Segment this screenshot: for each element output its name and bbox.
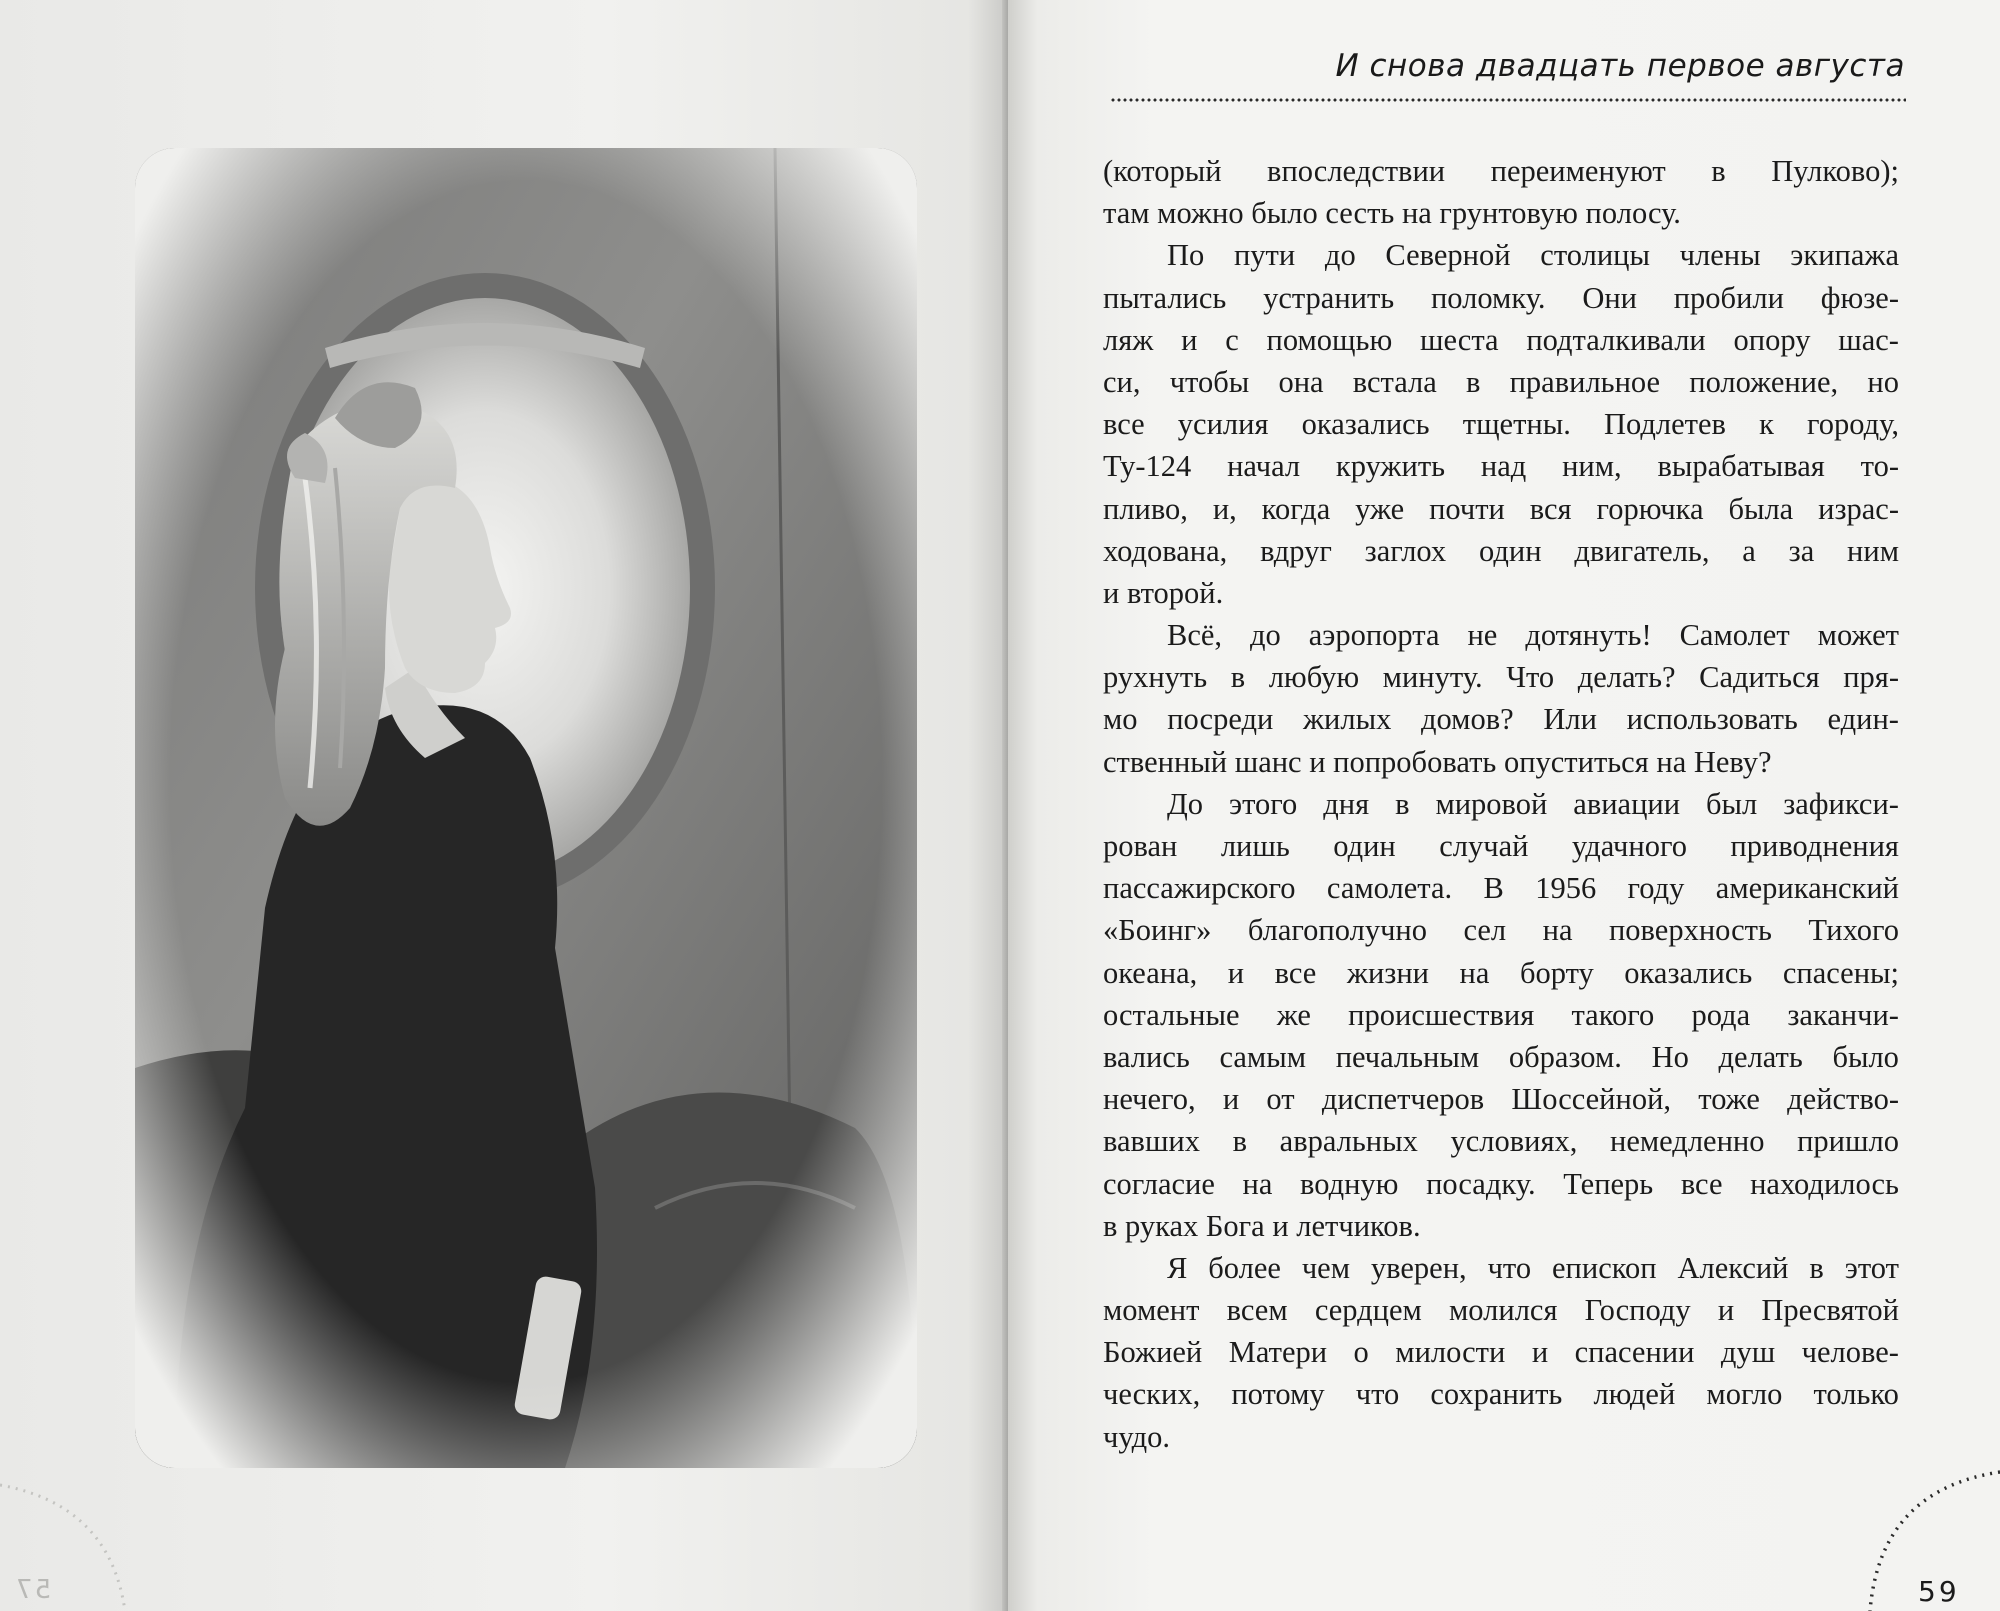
word: только xyxy=(1813,1377,1899,1412)
text-line xyxy=(1103,1373,1899,1415)
word: более xyxy=(1208,1250,1281,1285)
word: авральных xyxy=(1279,1124,1418,1159)
word: ческих, xyxy=(1103,1377,1201,1412)
word: рода xyxy=(1691,997,1751,1032)
word: израс- xyxy=(1818,491,1899,526)
word: вырабатывая xyxy=(1657,449,1825,484)
word: переименуют xyxy=(1490,154,1666,188)
word: пливо, xyxy=(1103,491,1188,526)
word: в xyxy=(1466,364,1481,399)
word: экипажа xyxy=(1790,238,1899,273)
word: посадку. xyxy=(1426,1166,1536,1201)
word: челове- xyxy=(1801,1335,1899,1370)
word: людей xyxy=(1593,1377,1676,1412)
word: рован xyxy=(1103,829,1178,863)
word: году xyxy=(1627,871,1685,906)
word: в xyxy=(1809,1250,1824,1285)
text-line xyxy=(1103,1247,1899,1289)
word: один xyxy=(1478,533,1542,568)
word: было xyxy=(1832,1039,1899,1074)
word: до xyxy=(1250,618,1281,653)
text-line xyxy=(1103,994,1899,1036)
text-line: ственный шанс и попробовать опуститься на Неву? xyxy=(1103,744,1772,779)
word: от xyxy=(1266,1082,1295,1117)
word: уже xyxy=(1355,491,1405,526)
dotted-rule xyxy=(1110,98,1906,102)
word: устранить xyxy=(1263,280,1395,315)
word: тоже xyxy=(1698,1082,1760,1117)
word: Всё, xyxy=(1167,618,1223,653)
word: столицы xyxy=(1540,238,1650,273)
word: что xyxy=(1355,1377,1400,1412)
word: Божией xyxy=(1103,1335,1203,1370)
word: в xyxy=(1395,786,1410,821)
word: условиях, xyxy=(1450,1124,1578,1159)
word: была xyxy=(1728,491,1794,526)
word: жизни xyxy=(1346,955,1429,990)
word: Садиться xyxy=(1699,660,1820,695)
word: вдруг xyxy=(1260,533,1332,568)
word: этого xyxy=(1229,786,1298,821)
word: что xyxy=(1487,1250,1532,1285)
word: диспетчеров xyxy=(1321,1082,1485,1117)
text-line xyxy=(1103,319,1899,361)
word: домов? xyxy=(1421,702,1514,737)
word: за xyxy=(1788,533,1815,568)
word: такого xyxy=(1571,997,1655,1032)
word: находилось xyxy=(1750,1166,1899,1201)
word: вся xyxy=(1529,491,1572,526)
word: си, xyxy=(1103,364,1141,399)
word: члены xyxy=(1679,238,1761,273)
word: американский xyxy=(1715,871,1899,906)
word: когда xyxy=(1261,491,1331,526)
text-line xyxy=(1103,825,1899,867)
word: минуту. xyxy=(1382,660,1483,695)
word: шеста xyxy=(1420,322,1499,357)
word: на xyxy=(1242,1166,1273,1201)
word: удачного xyxy=(1571,829,1687,863)
word: Пулково); xyxy=(1771,154,1899,188)
word: до xyxy=(1324,238,1356,273)
word: епископ xyxy=(1552,1250,1657,1285)
word: зафикси- xyxy=(1783,786,1899,821)
word: в xyxy=(1232,1124,1248,1159)
word: спасены; xyxy=(1782,955,1899,990)
word: один xyxy=(1333,829,1396,863)
word: подталкивали xyxy=(1526,322,1706,357)
word: Теперь xyxy=(1563,1166,1654,1201)
word: душ xyxy=(1720,1335,1776,1370)
word: пря- xyxy=(1843,660,1899,695)
word: чтобы xyxy=(1169,364,1250,399)
word: океана, xyxy=(1103,955,1198,990)
word: впоследствии xyxy=(1267,154,1446,188)
word: кружить xyxy=(1335,449,1446,484)
word: «Боинг» xyxy=(1103,913,1212,948)
word: мо xyxy=(1103,702,1138,737)
word: лишь xyxy=(1220,829,1290,863)
text-line xyxy=(1103,867,1899,909)
text-line xyxy=(1103,150,1899,192)
word: этот xyxy=(1844,1250,1899,1285)
word: (который xyxy=(1103,154,1222,188)
word: встала xyxy=(1352,364,1437,399)
text-line xyxy=(1103,698,1899,740)
text-line xyxy=(1103,277,1899,319)
word: тщетны. xyxy=(1462,407,1571,442)
word: Они xyxy=(1582,280,1637,315)
word: борту xyxy=(1519,955,1594,990)
text-line xyxy=(1103,403,1899,445)
word: Но xyxy=(1651,1039,1689,1074)
word: делать? xyxy=(1577,660,1676,695)
text-line xyxy=(1103,952,1899,994)
word: и, xyxy=(1212,491,1237,526)
word: ним, xyxy=(1562,449,1622,484)
word: а xyxy=(1742,533,1756,568)
text-line: чудо. xyxy=(1103,1419,1171,1454)
word: не xyxy=(1467,618,1498,653)
word: Алексий xyxy=(1677,1250,1789,1285)
word: дотянуть! xyxy=(1525,618,1652,653)
word: сохранить xyxy=(1430,1377,1563,1412)
word: самым xyxy=(1219,1039,1307,1074)
word: всем xyxy=(1226,1293,1288,1328)
text-line xyxy=(1103,1289,1899,1331)
text-line xyxy=(1103,1331,1899,1373)
word: заглох xyxy=(1364,533,1447,568)
word: чем xyxy=(1301,1250,1351,1285)
word: был xyxy=(1706,786,1758,821)
word: пытались xyxy=(1103,280,1227,315)
word: ляж xyxy=(1103,322,1154,357)
word: вались xyxy=(1103,1039,1190,1074)
word: водную xyxy=(1300,1166,1399,1201)
word: может xyxy=(1817,618,1899,653)
word: шас- xyxy=(1838,322,1899,357)
text-line xyxy=(1103,530,1899,572)
word: аэропорта xyxy=(1308,618,1440,653)
word: она xyxy=(1278,364,1324,399)
word: и xyxy=(1717,1293,1735,1328)
text-line xyxy=(1103,361,1899,403)
text-line xyxy=(1103,783,1899,825)
word: Или xyxy=(1543,702,1597,737)
text-line xyxy=(1103,656,1899,698)
word: любую xyxy=(1268,660,1360,695)
word: жилых xyxy=(1302,702,1392,737)
word: нечего, xyxy=(1103,1082,1196,1117)
word: ним xyxy=(1847,533,1899,568)
word: посреди xyxy=(1167,702,1274,737)
word: остальные xyxy=(1103,997,1240,1032)
word: оказались xyxy=(1624,955,1753,990)
word: на xyxy=(1459,955,1490,990)
word: рухнуть xyxy=(1103,660,1208,695)
word: Я xyxy=(1167,1250,1188,1285)
word: самолета. xyxy=(1326,871,1453,906)
word: то- xyxy=(1860,449,1899,484)
word: сел xyxy=(1463,913,1507,948)
word: потому xyxy=(1231,1377,1325,1412)
word: почти xyxy=(1429,491,1505,526)
word: уверен, xyxy=(1370,1250,1467,1285)
word: опору xyxy=(1733,322,1811,357)
word: помощью xyxy=(1266,322,1393,357)
word: поверхность xyxy=(1608,913,1772,948)
word: и xyxy=(1227,955,1245,990)
text-line: в руках Бога и летчиков. xyxy=(1103,1208,1421,1243)
word: использовать xyxy=(1626,702,1798,737)
word: правильное xyxy=(1509,364,1661,399)
word: фюзе- xyxy=(1820,280,1899,315)
word: усилия xyxy=(1177,407,1269,442)
word: Господу xyxy=(1584,1293,1691,1328)
word: заканчи- xyxy=(1787,997,1899,1032)
word: двигатель, xyxy=(1574,533,1710,568)
running-head: И снова двадцать первое августа xyxy=(1335,48,1905,84)
word: авиации xyxy=(1573,786,1681,821)
word: городу, xyxy=(1807,407,1899,442)
word: Северной xyxy=(1385,238,1511,273)
word: согласие xyxy=(1103,1166,1215,1201)
word: на xyxy=(1542,913,1573,948)
word: в xyxy=(1711,154,1726,188)
word: дня xyxy=(1323,786,1370,821)
word: мировой xyxy=(1435,786,1548,821)
word: все xyxy=(1103,407,1145,442)
text-line xyxy=(1103,234,1899,276)
word: могло xyxy=(1706,1377,1783,1412)
word: в xyxy=(1230,660,1246,695)
word: все xyxy=(1680,1166,1723,1201)
text-line xyxy=(1103,488,1899,530)
word: но xyxy=(1867,364,1899,399)
word: делать xyxy=(1718,1039,1803,1074)
word: 1956 xyxy=(1535,871,1597,906)
word: положение, xyxy=(1689,364,1839,399)
word: приводнения xyxy=(1730,829,1899,863)
word: сердцем xyxy=(1314,1293,1422,1328)
word: В xyxy=(1483,871,1504,906)
photo-girl-at-airplane-window xyxy=(135,148,917,1468)
word: пробили xyxy=(1673,280,1784,315)
word: Пресвятой xyxy=(1761,1293,1899,1328)
word: Что xyxy=(1506,660,1555,695)
body-text xyxy=(1103,150,1899,1458)
word: же xyxy=(1276,997,1311,1032)
word: происшествия xyxy=(1348,997,1535,1032)
text-line xyxy=(1103,1120,1899,1162)
word: и xyxy=(1531,1335,1549,1370)
text-line: там можно было сесть на грунтовую полосу. xyxy=(1103,196,1681,231)
word: случай xyxy=(1439,829,1529,863)
word: вавших xyxy=(1103,1124,1200,1159)
decorative-dotted-arc-left xyxy=(0,1475,130,1611)
text-line xyxy=(1103,1163,1899,1205)
word: печальным xyxy=(1335,1039,1480,1074)
text-line xyxy=(1103,909,1899,951)
text-line xyxy=(1103,614,1899,656)
word: пути xyxy=(1233,238,1296,273)
word: Подлетев xyxy=(1603,407,1726,442)
word: к xyxy=(1759,407,1774,442)
word: все xyxy=(1274,955,1317,990)
word: поломку. xyxy=(1430,280,1546,315)
word: оказались xyxy=(1301,407,1430,442)
text-line xyxy=(1103,1036,1899,1078)
word: благополучно xyxy=(1247,913,1427,948)
word: спасении xyxy=(1574,1335,1695,1370)
text-line xyxy=(1103,445,1899,487)
word: момент xyxy=(1103,1293,1200,1328)
word: и xyxy=(1181,322,1198,357)
word: Матери xyxy=(1228,1335,1328,1370)
word: Самолет xyxy=(1679,618,1790,653)
word: До xyxy=(1167,786,1204,821)
word: ходована, xyxy=(1103,533,1228,568)
word: милости xyxy=(1395,1335,1506,1370)
word: Ту-124 xyxy=(1103,449,1192,484)
word: По xyxy=(1167,238,1205,273)
word: и xyxy=(1222,1082,1240,1117)
left-page-number: 57 xyxy=(14,1575,52,1605)
word: молился xyxy=(1449,1293,1558,1328)
right-page-number: 59 xyxy=(1918,1575,1960,1608)
word: действо- xyxy=(1787,1082,1899,1117)
word: Тихого xyxy=(1808,913,1899,948)
word: Шоссейной, xyxy=(1511,1082,1672,1117)
word: един- xyxy=(1827,702,1899,737)
word: пассажирского xyxy=(1103,871,1296,906)
word: о xyxy=(1353,1335,1369,1370)
word: пришло xyxy=(1797,1124,1899,1159)
word: начал xyxy=(1227,449,1301,484)
word: образом. xyxy=(1508,1039,1622,1074)
word: горючка xyxy=(1596,491,1704,526)
text-line: и второй. xyxy=(1103,575,1224,610)
word: с xyxy=(1225,322,1239,357)
text-line xyxy=(1103,1078,1899,1120)
word: над xyxy=(1480,449,1527,484)
word: немедленно xyxy=(1610,1124,1765,1159)
